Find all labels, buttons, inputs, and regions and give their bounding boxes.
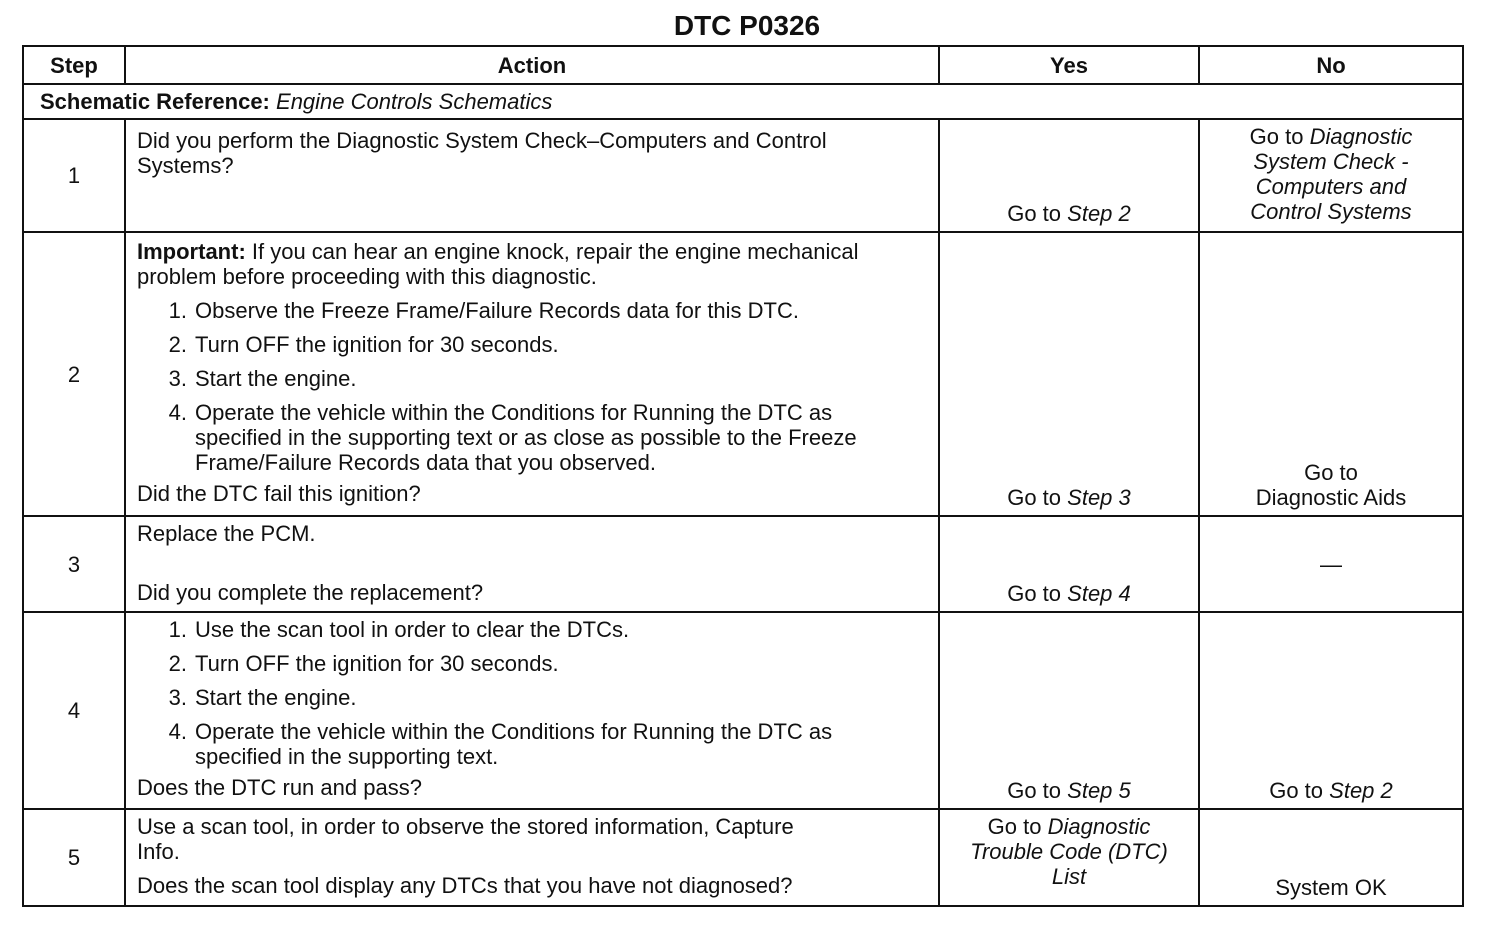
go-to-label: Go to <box>1304 460 1358 485</box>
no-text: — <box>1320 551 1342 577</box>
table-row <box>23 612 1463 809</box>
no-target: Step 2 <box>1329 778 1393 803</box>
go-to-label: Go to <box>1269 778 1324 803</box>
action-cell <box>125 612 939 809</box>
list-item: 1. Observe the Freeze Frame/Failure Records data for this DTC. <box>168 298 799 323</box>
action-cell <box>125 809 939 906</box>
schematic-label: Schematic Reference: <box>40 89 270 114</box>
yes-target: Diagnostic Trouble Code (DTC) List <box>970 814 1168 889</box>
step-number: 4 <box>23 612 125 809</box>
document-title: DTC P0326 <box>673 10 821 41</box>
header-no: No <box>1199 46 1463 84</box>
table-row <box>23 516 1463 612</box>
no-text: System OK <box>1275 875 1387 900</box>
schematic-reference <box>23 84 1463 119</box>
header-yes: Yes <box>939 46 1199 84</box>
important-label: Important: <box>137 239 246 264</box>
yes-target: Step 4 <box>1067 581 1131 606</box>
no-target: Diagnostic System Check - Computers and Control Systems <box>1250 124 1413 224</box>
go-to-label: Go to <box>1007 778 1062 803</box>
no-cell <box>1199 809 1463 906</box>
no-cell <box>1199 516 1463 612</box>
important-note <box>137 237 928 289</box>
yes-cell <box>939 119 1199 232</box>
step-number: 1 <box>23 119 125 232</box>
action-cell <box>125 232 939 516</box>
yes-cell <box>939 516 1199 612</box>
header-step: Step <box>23 46 125 84</box>
yes-cell <box>939 612 1199 809</box>
yes-target: Step 5 <box>1067 778 1131 803</box>
go-to-label: Go to <box>1007 201 1062 226</box>
header-row <box>23 46 1463 84</box>
go-to-label: Go to <box>987 814 1042 839</box>
list-item: 4. Operate the vehicle within the Conditions for Running the DTC as specified in the supporting text or as close as possible to the Freeze Frame/Failure Records data that you observed. <box>168 400 857 475</box>
list-item: 3. Start the engine. <box>168 685 357 710</box>
list-item: 2. Turn OFF the ignition for 30 seconds. <box>168 651 559 676</box>
no-cell <box>1199 612 1463 809</box>
question: Did you complete the replacement? <box>137 580 484 605</box>
instruction: Replace the PCM. <box>137 521 316 546</box>
table-row <box>23 232 1463 516</box>
question: Did the DTC fail this ignition? <box>137 481 421 506</box>
yes-cell <box>939 232 1199 516</box>
important-text: If you can hear an engine knock, repair the engine mechanical problem before proceeding with this diagnostic. <box>137 239 859 289</box>
yes-target: Step 2 <box>1067 201 1131 226</box>
no-target: Diagnostic Aids <box>1255 485 1407 510</box>
action-cell <box>125 119 939 232</box>
diagnostic-table <box>22 45 1464 907</box>
go-to-label: Go to <box>1249 124 1304 149</box>
action-cell <box>125 516 939 612</box>
list-item: 2. Turn OFF the ignition for 30 seconds. <box>168 332 559 357</box>
schematic-row <box>23 84 1463 119</box>
step-number: 2 <box>23 232 125 516</box>
list-item: 4. Operate the vehicle within the Conditions for Running the DTC as specified in the supporting text. <box>168 719 833 769</box>
go-to-label: Go to <box>1007 581 1062 606</box>
step-number: 3 <box>23 516 125 612</box>
question: Did you perform the Diagnostic System Check–Computers and Control Systems? <box>137 128 827 178</box>
substep-list <box>137 617 928 769</box>
question: Does the DTC run and pass? <box>137 775 422 800</box>
no-cell <box>1199 119 1463 232</box>
schematic-value: Engine Controls Schematics <box>276 89 553 114</box>
table-row <box>23 119 1463 232</box>
step-number: 5 <box>23 809 125 906</box>
yes-target: Step 3 <box>1067 485 1131 510</box>
list-item: 3. Start the engine. <box>168 366 357 391</box>
yes-cell <box>939 809 1199 906</box>
table-row <box>23 809 1463 906</box>
instruction: Use a scan tool, in order to observe the stored information, Capture Info. <box>137 814 794 864</box>
list-item: 1. Use the scan tool in order to clear the DTCs. <box>168 617 630 642</box>
go-to-label: Go to <box>1007 485 1062 510</box>
header-action: Action <box>125 46 939 84</box>
no-cell <box>1199 232 1463 516</box>
question: Does the scan tool display any DTCs that you have not diagnosed? <box>137 873 793 898</box>
substep-list <box>137 298 928 475</box>
